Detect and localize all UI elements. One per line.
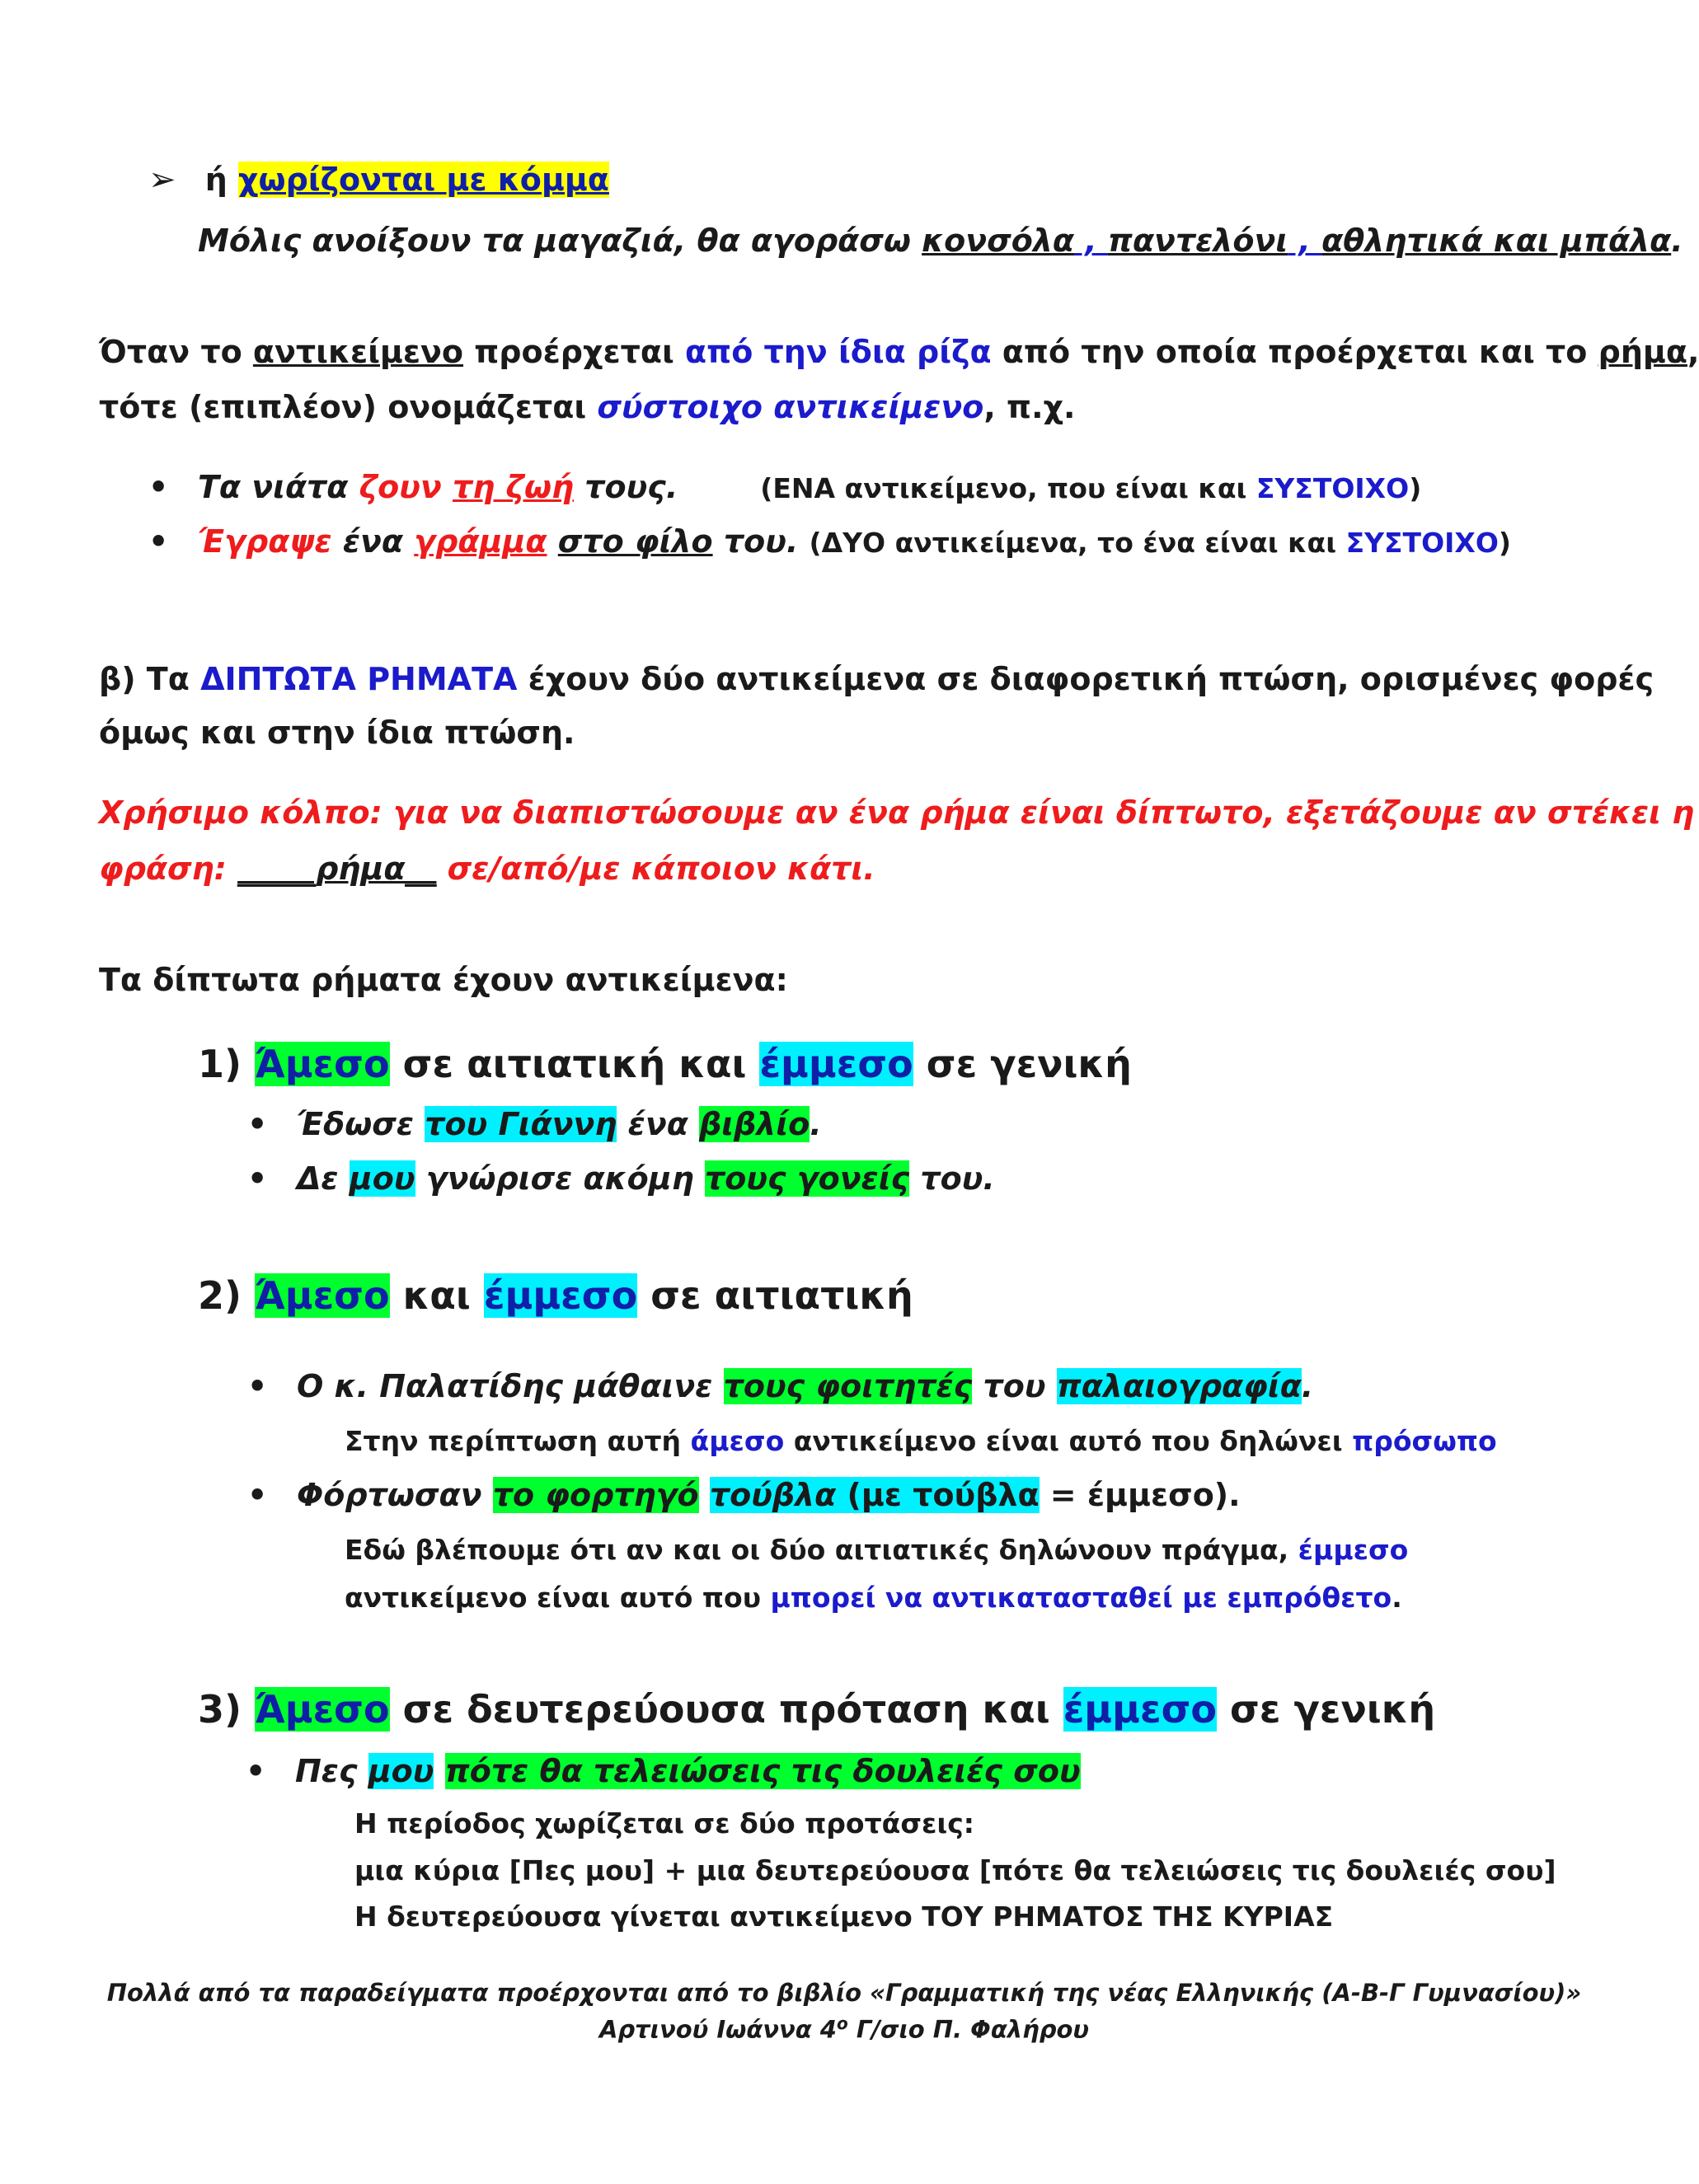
section-2-example-2: • Φόρτωσαν το φορτηγό τούβλα (με τούβλα = έμμεσο).: [297, 1475, 1241, 1516]
paragraph-ditransitive: β) Τα ΔΙΠΤΩΤΑ ΡΗΜΑΤΑ έχουν δύο αντικείμενα σε διαφορετική πτώση, ορισμένες φορές: [99, 661, 1654, 697]
section-2-example-1: • Ο κ. Παλατίδης μάθαινε τους φοιτητές του παλαιογραφία.: [297, 1366, 1313, 1407]
section-2-note-1: Στην περίπτωση αυτή άμεσο αντικείμενο είναι αυτό που δηλώνει πρόσωπο: [345, 1425, 1497, 1457]
tip-line-1: Χρήσιμο κόλπο: για να διαπιστώσουμε αν ένα ρήμα είναι δίπτωτο, εξετάζουμε αν στέκει η: [99, 794, 1695, 831]
section-2-heading: 2) Άμεσο και έμμεσο σε αιτιατική: [198, 1273, 913, 1318]
example-bullet-2: • Έγραψε ένα γράμμα στο φίλο του. (ΔΥΟ αντικείμενα, το ένα είναι και ΣΥΣΤΟΙΧΟ): [198, 522, 1511, 562]
section-1-example-1: • Έδωσε του Γιάννη ένα βιβλίο.: [297, 1104, 822, 1145]
example-sentence: Μόλις ανοίξουν τα μαγαζιά, θα αγοράσω κονσόλα , παντελόνι , αθλητικά και μπάλα.: [198, 223, 1683, 259]
section-3-heading: 3) Άμεσο σε δευτερεύουσα πρόταση και έμμεσο σε γενική: [198, 1687, 1436, 1732]
section-3-note-1: Η περίοδος χωρίζεται σε δύο προτάσεις:: [354, 1807, 975, 1840]
example-bullet-1: • Τα νιάτα ζουν τη ζωή τους. (ΕΝΑ αντικείμενο, που είναι και ΣΥΣΤΟΙΧΟ): [198, 467, 1421, 508]
list-item-comma: ➢ ή χωρίζονται με κόμμα: [148, 161, 609, 199]
section-3-example-1: • Πες μου πότε θα τελειώσεις τις δουλειές σου: [295, 1751, 1081, 1792]
section-3-note-2: μια κύρια [Πες μου] + μια δευτερεύουσα [πότε θα τελειώσεις τις δουλειές σου]: [354, 1854, 1556, 1886]
section-2-note-3: αντικείμενο είναι αυτό που μπορεί να αντικατασταθεί με εμπρόθετο.: [345, 1582, 1402, 1614]
section-3-note-3: Η δευτερεύουσα γίνεται αντικείμενο ΤΟΥ ΡΗΜΑΤΟΣ ΤΗΣ ΚΥΡΙΑΣ: [354, 1900, 1334, 1933]
section-1-heading: 1) Άμεσο σε αιτιατική και έμμεσο σε γενική: [198, 1042, 1132, 1086]
footer-author: Αρτινού Ιωάννα $4^o$ Γ/σιο Π. Φαλήρου: [598, 2013, 1090, 2044]
paragraph-cognate-object: Όταν το αντικείμενο προέρχεται από την ίδια ρίζα από την οποία προέρχεται και το ρήμα,: [99, 334, 1699, 370]
footer-source: Πολλά από τα παραδείγματα προέρχονται από το βιβλίο «Γραμματική της νέας Ελληνικής (Α-Β-Γ Γυμνασίου)»: [106, 1979, 1582, 2007]
tip-line-2: φράση: _____ρήμα__ σε/από/με κάποιον κάτι.: [99, 851, 875, 887]
section-2-note-2: Εδώ βλέπουμε ότι αν και οι δύο αιτιατικές δηλώνουν πράγμα, έμμεσο: [345, 1534, 1409, 1566]
paragraph-ditransitive-cont: όμως και στην ίδια πτώση.: [99, 715, 575, 751]
paragraph-cognate-object-cont: τότε (επιπλέον) ονομάζεται σύστοιχο αντικείμενο, π.χ.: [99, 389, 1076, 425]
arrow-bullet-icon: ➢: [148, 161, 176, 199]
intro-heading: Τα δίπτωτα ρήματα έχουν αντικείμενα:: [99, 962, 788, 998]
section-1-example-2: • Δε μου γνώρισε ακόμη τους γονείς του.: [297, 1159, 995, 1199]
